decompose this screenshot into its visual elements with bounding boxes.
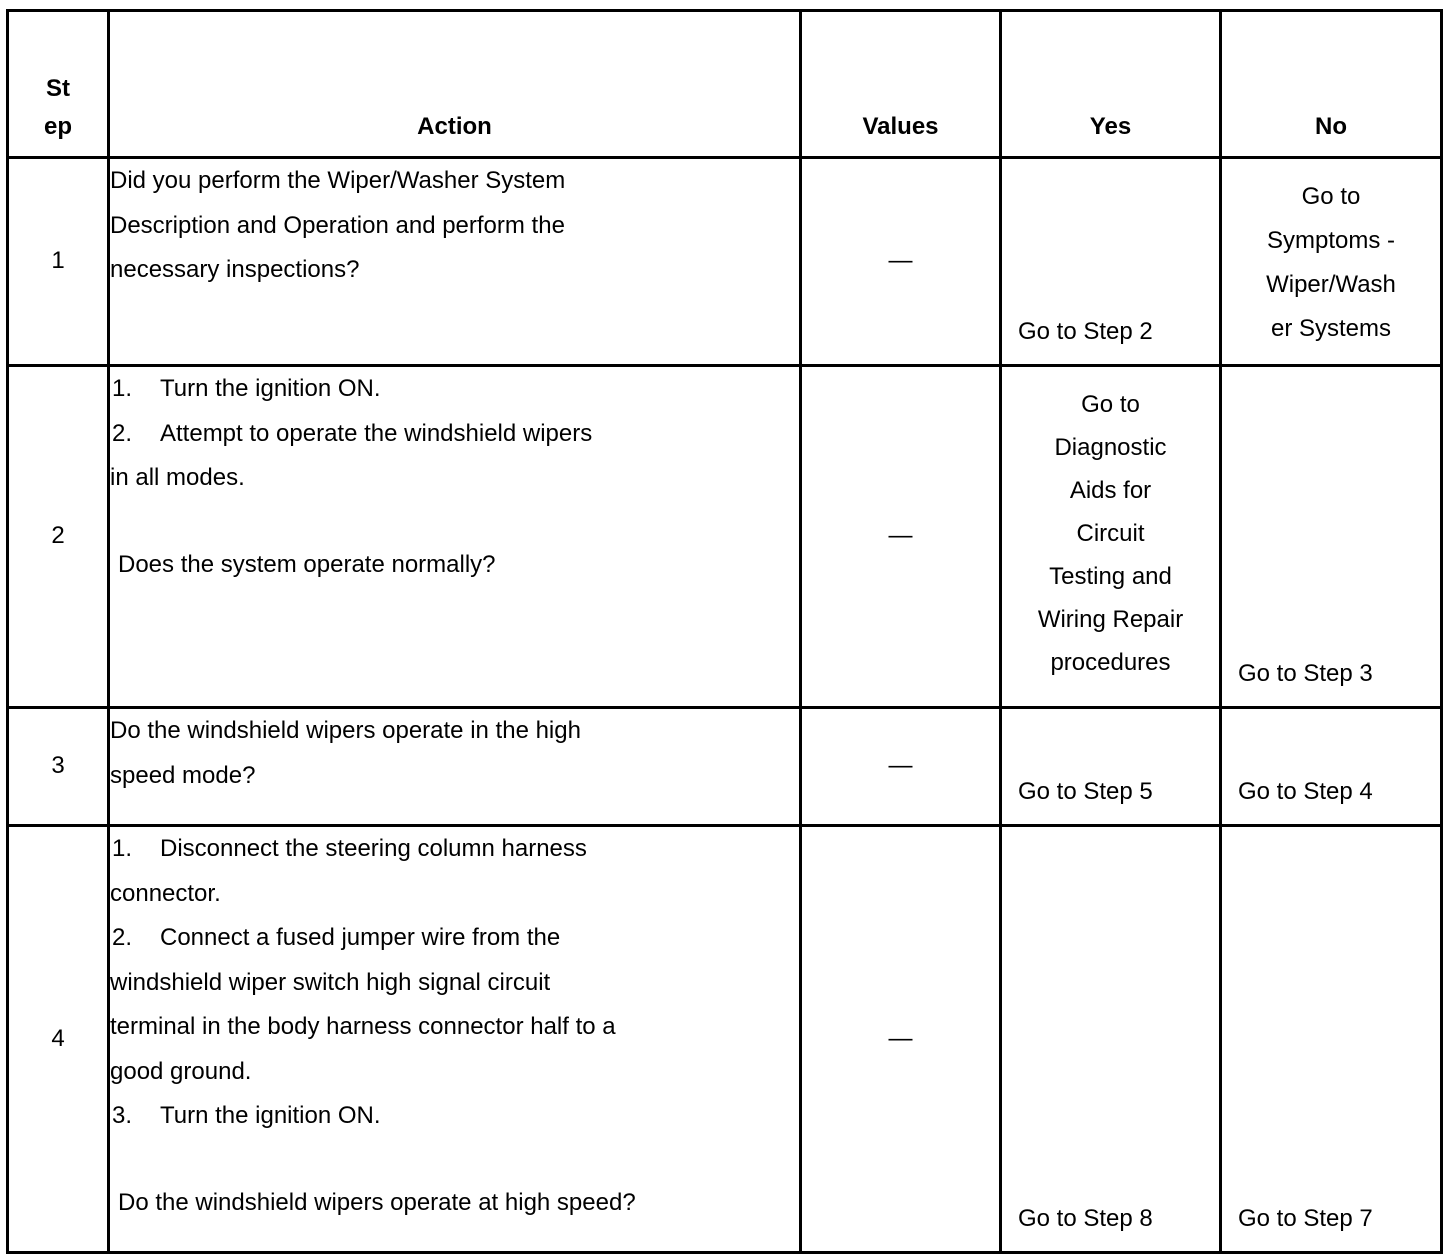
step-cell: 2 xyxy=(8,366,109,708)
no-line: er Systems xyxy=(1270,315,1392,342)
no-cell xyxy=(1221,826,1442,1253)
action-item-text: Attempt to operate the windshield wipers xyxy=(160,419,593,447)
yes-line: Diagnostic xyxy=(1054,434,1167,461)
no-line: Symptoms - xyxy=(1266,227,1395,254)
action-continuation: connector. xyxy=(110,879,221,907)
yes-line: Testing and xyxy=(1049,563,1172,590)
table-row xyxy=(8,158,1442,366)
action-line: speed mode? xyxy=(110,761,256,789)
no-cell xyxy=(1221,708,1442,826)
header-step-line2: ep xyxy=(43,113,72,140)
action-cell xyxy=(109,366,801,708)
yes-line: Circuit xyxy=(1076,520,1145,547)
yes-line: procedures xyxy=(1050,649,1171,676)
action-item-text: Disconnect the steering column harness xyxy=(160,835,587,862)
yes-cell xyxy=(1001,158,1221,366)
action-item-number: 1. xyxy=(112,835,133,862)
action-cell xyxy=(109,158,801,366)
header-row xyxy=(8,11,1442,158)
yes-line: Aids for xyxy=(1069,477,1152,504)
no-link: Go to Step 4 xyxy=(1238,777,1373,805)
header-yes: Yes xyxy=(1001,11,1221,158)
action-cell xyxy=(109,708,801,826)
header-values: Values xyxy=(801,11,1001,158)
action-continuation: terminal in the body harness connector half to a xyxy=(110,1013,616,1040)
no-cell xyxy=(1221,366,1442,708)
action-line: Did you perform the Wiper/Washer System xyxy=(110,167,566,194)
action-cell xyxy=(109,826,801,1253)
action-item-text: Turn the ignition ON. xyxy=(160,375,381,402)
action-item xyxy=(110,1094,799,1139)
header-step-line1: St xyxy=(46,75,70,102)
action-item-number: 2. xyxy=(112,419,133,447)
action-item xyxy=(110,412,799,457)
header-step xyxy=(8,11,109,158)
action-continuation: in all modes. xyxy=(110,464,245,491)
no-line: Wiper/Wash xyxy=(1266,271,1396,298)
no-line: Go to xyxy=(1301,183,1361,210)
table-row xyxy=(8,826,1442,1253)
action-item-number: 1. xyxy=(112,375,133,402)
values-cell: — xyxy=(801,158,1001,366)
yes-link: Go to Step 5 xyxy=(1018,777,1153,805)
no-link: Go to Step 3 xyxy=(1238,659,1373,687)
diagnostic-table xyxy=(6,9,1443,1254)
yes-cell xyxy=(1001,366,1221,708)
action-item-text: Turn the ignition ON. xyxy=(160,1102,381,1129)
yes-cell xyxy=(1001,708,1221,826)
action-item xyxy=(110,827,799,872)
action-item-text: Connect a fused jumper wire from the xyxy=(160,924,561,951)
values-cell: — xyxy=(801,826,1001,1253)
yes-cell xyxy=(1001,826,1221,1253)
yes-link: Go to Step 8 xyxy=(1018,1204,1153,1232)
action-continuation: good ground. xyxy=(110,1057,252,1085)
action-item xyxy=(110,367,799,412)
values-cell: — xyxy=(801,708,1001,826)
action-question: Do the windshield wipers operate at high speed? xyxy=(118,1188,636,1216)
no-cell xyxy=(1221,158,1442,366)
action-line: Do the windshield wipers operate in the high xyxy=(110,717,581,744)
spacer xyxy=(110,1139,799,1181)
action-continuation: windshield wiper switch high signal circuit xyxy=(110,968,551,996)
action-question: Does the system operate normally? xyxy=(118,550,496,578)
action-line: Description and Operation and perform the xyxy=(110,211,565,239)
yes-link: Go to Step 2 xyxy=(1018,317,1153,345)
step-cell: 3 xyxy=(8,708,109,826)
step-cell: 4 xyxy=(8,826,109,1253)
action-item-number: 3. xyxy=(112,1102,133,1129)
header-action: Action xyxy=(109,11,801,158)
step-cell: 1 xyxy=(8,158,109,366)
table-row xyxy=(8,708,1442,826)
yes-line: Wiring Repair xyxy=(1037,606,1184,633)
spacer xyxy=(110,501,799,543)
action-item-number: 2. xyxy=(112,924,133,951)
no-link: Go to Step 7 xyxy=(1238,1204,1373,1232)
table-row xyxy=(8,366,1442,708)
values-cell: — xyxy=(801,366,1001,708)
action-line: necessary inspections? xyxy=(110,256,360,283)
yes-line: Go to xyxy=(1081,391,1140,418)
header-no: No xyxy=(1221,11,1442,158)
action-item xyxy=(110,916,799,961)
